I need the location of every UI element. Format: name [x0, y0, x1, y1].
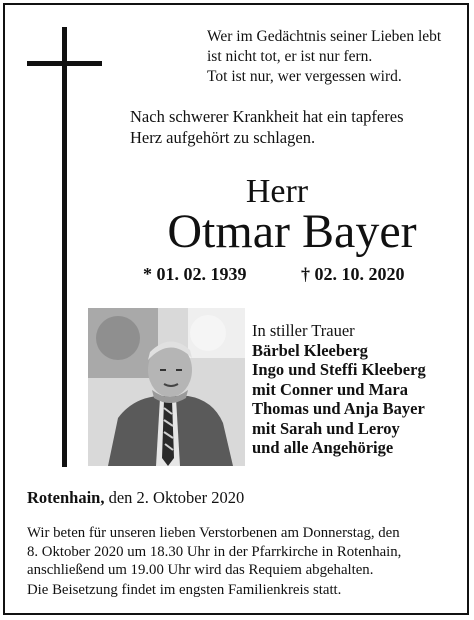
notice-line: anschließend um 19.00 Uhr wird das Requiem abgehalten.: [27, 562, 374, 578]
portrait-illustration: [88, 308, 245, 466]
mourner-line: Bärbel Kleeberg: [252, 340, 368, 360]
mourning-lead: In stiller Trauer: [252, 321, 355, 340]
place-name: Rotenhain,: [27, 488, 105, 507]
mourner-line: und alle Angehörige: [252, 438, 394, 457]
notice-line: Wir beten für unseren lieben Verstorbenen am Donnerstag, den: [27, 525, 400, 541]
requiem-notice: [27, 524, 447, 580]
poem-line: ist nicht tot, er ist nur fern.: [207, 48, 373, 65]
portrait-photo: [88, 308, 245, 466]
mourner-line: mit Conner und Mara: [252, 379, 408, 399]
poem-line: Wer im Gedächtnis seiner Lieben lebt: [207, 28, 442, 45]
birth-date: * 01. 02. 1939: [143, 264, 247, 284]
honorific-text: Herr: [245, 173, 309, 210]
place-date: [27, 488, 244, 508]
mourner-line: mit Sarah und Leroy: [252, 418, 400, 438]
mourner-line: Thomas und Anja Bayer: [252, 399, 425, 418]
cross-horizontal-beam: [27, 61, 102, 66]
poem-line: Tot ist nur, wer vergessen wird.: [207, 68, 402, 85]
publication-date: den 2. Oktober 2020: [108, 488, 245, 507]
mourners-block: [252, 321, 467, 458]
intro-text: [130, 106, 465, 148]
memorial-poem: [207, 27, 462, 87]
deceased-name-text: Otmar Bayer: [167, 205, 417, 258]
notice-line: 8. Oktober 2020 um 18.30 Uhr in der Pfarrkirche in Rotenhain,: [27, 543, 402, 560]
intro-line: Nach schwerer Krankheit hat ein tapferes: [130, 107, 404, 126]
deceased-name: [0, 206, 474, 258]
burial-notice: Die Beisetzung findet im engsten Familienkreis statt.: [27, 582, 342, 598]
death-date: † 02. 10. 2020: [301, 264, 405, 284]
mourner-line: Ingo und Steffi Kleeberg: [252, 360, 426, 379]
intro-line: Herz aufgehört zu schlagen.: [130, 128, 316, 147]
